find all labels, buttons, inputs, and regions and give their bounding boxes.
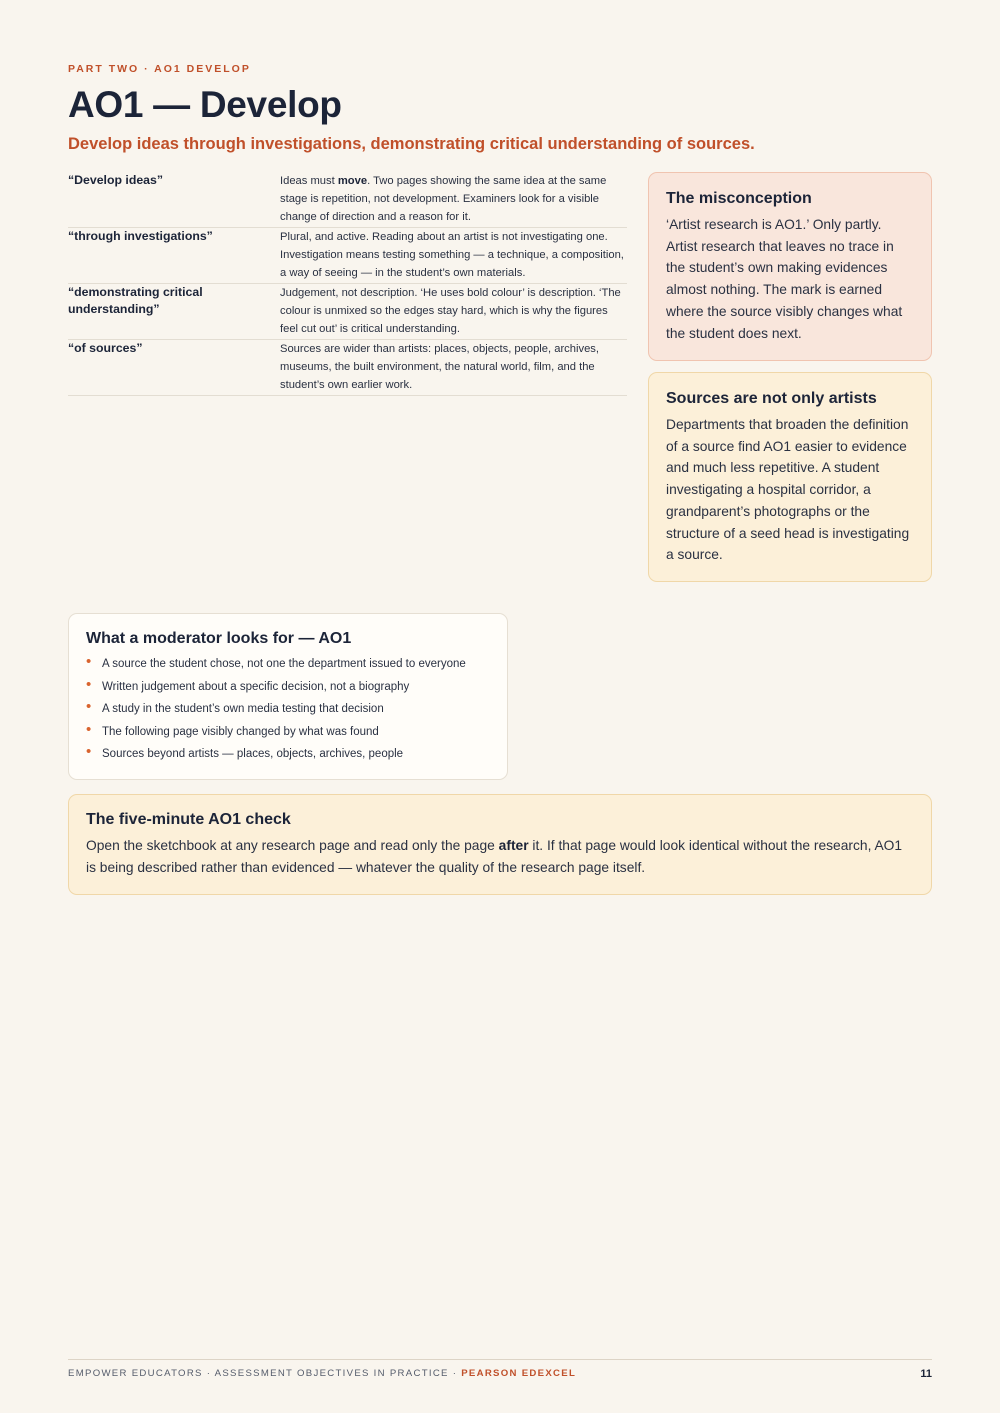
list-item: • Written judgement about a specific decision, not a biography xyxy=(86,676,490,699)
moderator-title: What a moderator looks for — AO1 xyxy=(86,630,352,647)
page-subtitle: Develop ideas through investigations, demonstrating critical understanding of sources. xyxy=(68,135,755,153)
misconception-text: ‘Artist research is AO1.’ Only partly. Artist research that leaves no trace in the student’s own making evidences almost nothing. The mark is earned where the source visibly changes what the student does next. xyxy=(666,217,903,341)
definition-body: Sources are wider than artists: places, objects, people, archives, museums, the built environment, the natural world, film, and the student’s own earlier work. xyxy=(280,343,600,391)
page-footer xyxy=(68,1368,932,1380)
check-text-part: it. If that page would look identical without the research, AO1 is being described rather than evidenced — whatever the quality of the research page itself. xyxy=(86,838,903,875)
page-number: 11 xyxy=(920,1368,932,1380)
definition-body: Plural, and active. Reading about an artist is not investigating one. Investigation means testing something — a technique, a composition, a way of seeing — in the student’s own materials. xyxy=(280,231,624,279)
definition-row xyxy=(68,228,627,284)
definition-term: “Develop ideas” xyxy=(68,173,163,187)
sources-text: Departments that broaden the definition of a source find AO1 easier to evidence and much less repetitive. A student investigating a hospital corridor, a grandparent’s photographs or the structure of a seed head is investigating a source. xyxy=(666,417,910,563)
definition-emphasis: move xyxy=(337,175,368,187)
definition-text: . Two pages showing the same idea at the same stage is repetition, not development. Examiners look for a visible change of direction and a reason for it. xyxy=(280,175,607,223)
check-emphasis: after xyxy=(498,838,529,853)
list-item: • The following page visibly changed by what was found xyxy=(86,721,490,744)
definition-row xyxy=(68,284,627,340)
footer-series: EMPOWER EDUCATORS · ASSESSMENT OBJECTIVES IN PRACTICE · xyxy=(68,1368,462,1379)
page-title: AO1 — Develop xyxy=(68,84,342,125)
misconception-callout xyxy=(648,172,932,361)
moderator-list xyxy=(86,653,490,766)
definition-text: Ideas must xyxy=(280,175,338,187)
moderator-checklist xyxy=(68,613,508,780)
definitions-table xyxy=(68,172,627,396)
list-item: • Sources beyond artists — places, objects, archives, people xyxy=(86,743,490,766)
list-item: • A source the student chose, not one the department issued to everyone xyxy=(86,653,490,676)
definition-term: “demonstrating critical understanding” xyxy=(68,285,203,316)
definition-body: Judgement, not description. ‘He uses bold colour’ is description. ‘The colour is unmixed so the edges stay hard, which is why the figures feel cut out’ is critical understanding. xyxy=(280,287,621,335)
misconception-title: The misconception xyxy=(666,190,812,207)
definition-row xyxy=(68,172,627,228)
sources-title: Sources are not only artists xyxy=(666,390,877,407)
list-item: • A study in the student’s own media testing that decision xyxy=(86,698,490,721)
section-eyebrow: PART TWO · AO1 DEVELOP xyxy=(68,63,251,75)
footer-divider xyxy=(68,1359,932,1360)
footer-brand: PEARSON EDEXCEL xyxy=(461,1368,577,1379)
definition-term: “through investigations” xyxy=(68,229,213,243)
definition-body xyxy=(280,172,627,226)
check-text xyxy=(86,835,914,879)
definition-row xyxy=(68,340,627,396)
sources-callout xyxy=(648,372,932,582)
check-text-part: Open the sketchbook at any research page and read only the page xyxy=(86,838,499,853)
footer-credit xyxy=(68,1368,576,1380)
five-minute-check xyxy=(68,794,932,895)
page xyxy=(68,0,932,1413)
definition-term: “of sources” xyxy=(68,341,143,355)
check-title: The five-minute AO1 check xyxy=(86,811,291,828)
